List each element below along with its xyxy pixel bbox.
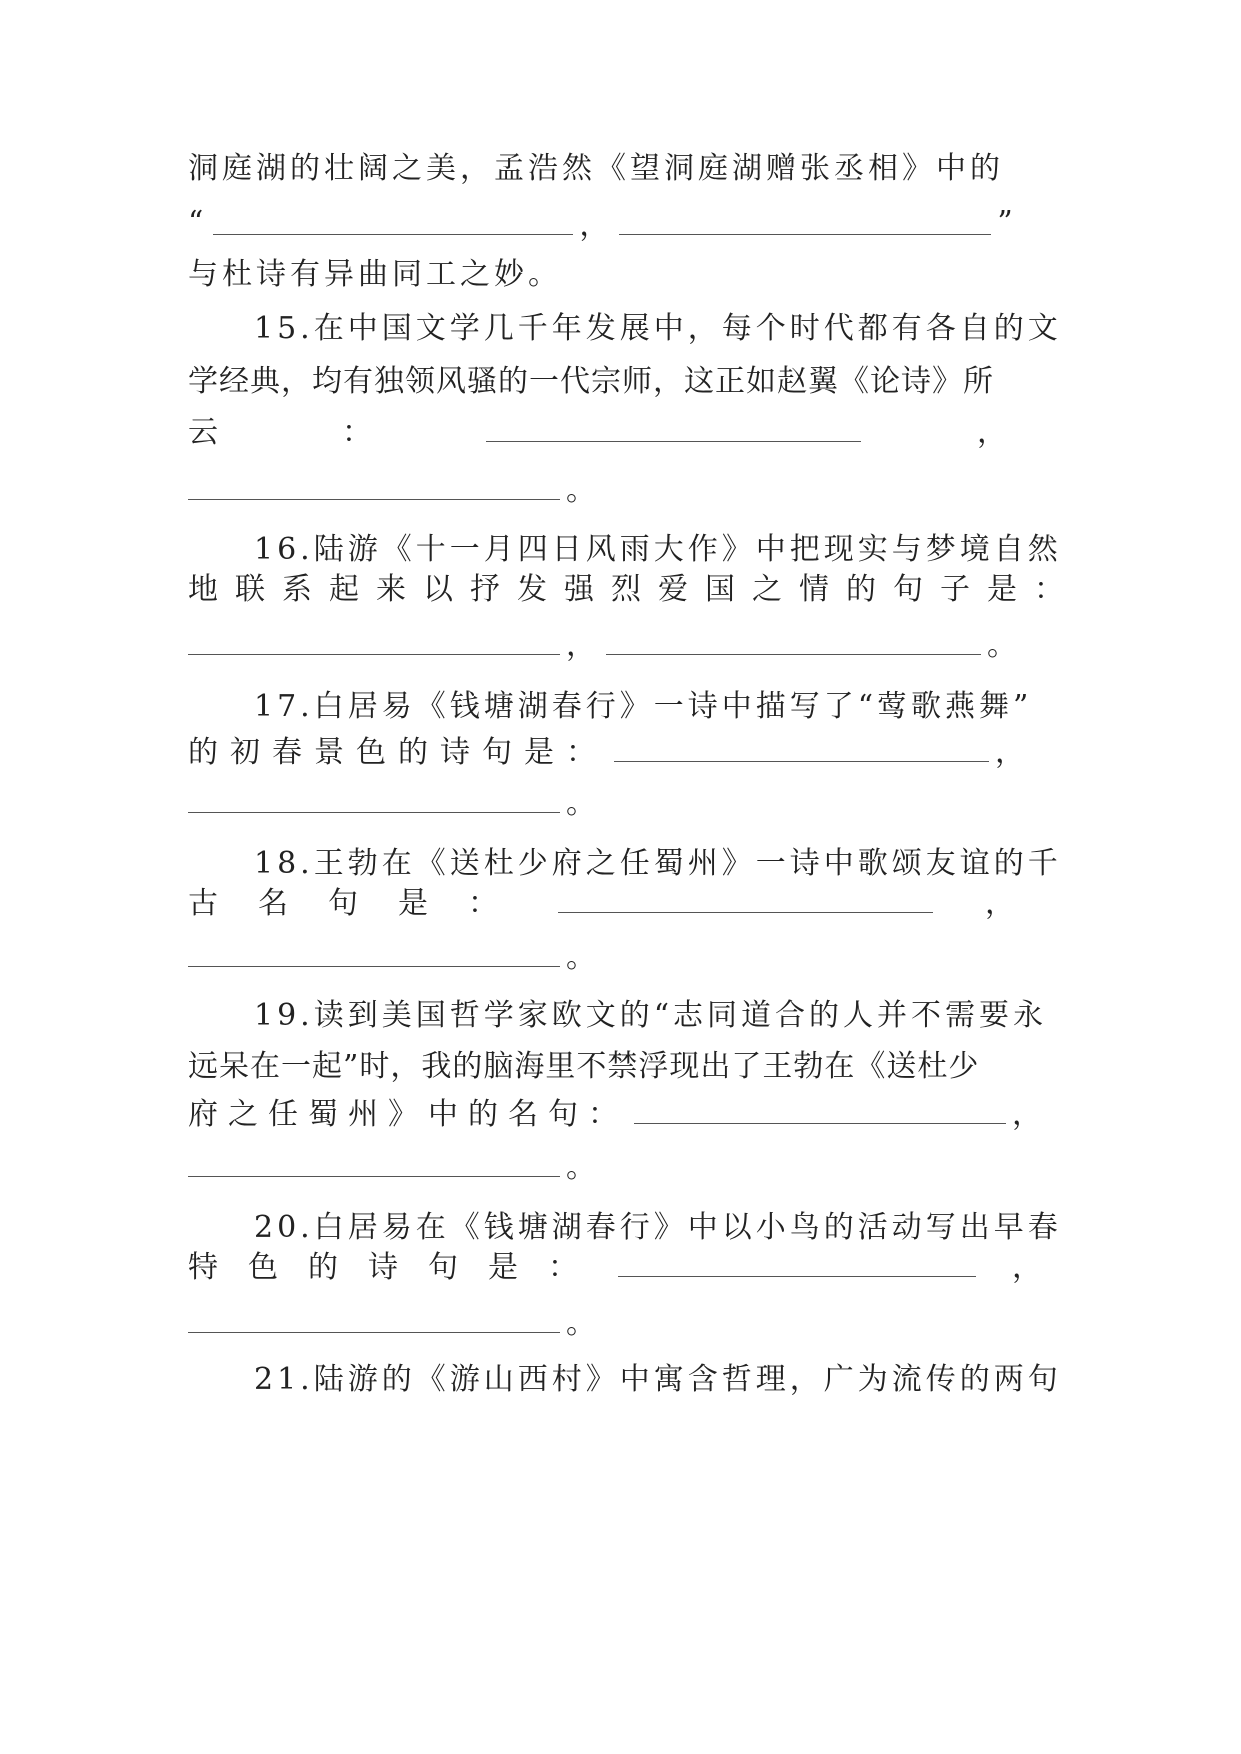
answer-blank[interactable] bbox=[213, 233, 573, 235]
answer-blank[interactable] bbox=[619, 233, 991, 235]
open-quote: “ bbox=[188, 204, 208, 240]
text: 特色的诗句是： bbox=[188, 1250, 608, 1285]
answer-blank[interactable] bbox=[486, 440, 861, 442]
question-text: 21.陆游的《游山西村》中寓含哲理，广为流传的两句 bbox=[254, 1362, 1062, 1397]
text-line bbox=[188, 135, 1046, 195]
fill-line bbox=[188, 457, 1046, 517]
answer-blank[interactable] bbox=[188, 1175, 560, 1177]
question-text: 19.读到美国哲学家欧文的“志同道合的人并不需要永 bbox=[254, 998, 1048, 1033]
answer-blank[interactable] bbox=[188, 498, 560, 500]
comma: ， bbox=[995, 735, 1029, 770]
text: 学经典，均有独领风骚的一代宗师，这正如赵翼《论诗》所 bbox=[188, 364, 994, 399]
text: 地联系起来以抒发强烈爱国之情的句子是： bbox=[188, 572, 1081, 607]
period: 。 bbox=[566, 940, 600, 975]
question-text: 16.陆游《十一月四日风雨大作》中把现实与梦境自然 bbox=[254, 532, 1062, 567]
answer-blank[interactable] bbox=[558, 911, 933, 913]
comma: ， bbox=[977, 415, 1011, 450]
fill-line bbox=[188, 870, 1046, 930]
text: 的初春景色的诗句是： bbox=[188, 735, 608, 770]
question-text: 15.在中国文学几千年发展中，每个时代都有各自的文 bbox=[254, 311, 1062, 346]
fill-line bbox=[188, 612, 1046, 672]
answer-blank[interactable] bbox=[614, 760, 989, 762]
text: 古名句是： bbox=[188, 886, 538, 921]
period: 。 bbox=[566, 786, 600, 821]
text: 远呆在一起”时，我的脑海里不禁浮现出了王勃在《送杜少 bbox=[188, 1049, 980, 1084]
comma: ， bbox=[1012, 1250, 1046, 1285]
fill-line bbox=[188, 770, 1046, 830]
fill-line bbox=[188, 1081, 1046, 1141]
question-text: 17.白居易《钱塘湖春行》一诗中描写了“莺歌燕舞” bbox=[254, 689, 1033, 724]
answer-blank[interactable] bbox=[606, 653, 981, 655]
colon: ： bbox=[342, 415, 376, 450]
comma: ， bbox=[566, 628, 600, 663]
text: 洞庭湖的壮阔之美，孟浩然《望洞庭湖赠张丞相》中的 bbox=[188, 151, 1004, 186]
fill-line bbox=[188, 924, 1046, 984]
text: 云 bbox=[188, 415, 222, 450]
fill-line bbox=[188, 1234, 1046, 1294]
comma: ， bbox=[985, 886, 1019, 921]
period: 。 bbox=[566, 1150, 600, 1185]
fill-line bbox=[188, 1134, 1046, 1194]
close-quote: ” bbox=[997, 204, 1017, 240]
text-line bbox=[188, 241, 1046, 301]
period: 。 bbox=[566, 1306, 600, 1341]
answer-blank[interactable] bbox=[188, 965, 560, 967]
text: 府之任蜀州》中的名句： bbox=[188, 1097, 628, 1132]
fill-line bbox=[188, 1290, 1046, 1350]
answer-blank[interactable] bbox=[188, 811, 560, 813]
comma: ， bbox=[579, 208, 614, 243]
fill-line bbox=[188, 399, 1046, 459]
question-21 bbox=[254, 1346, 1062, 1406]
answer-blank[interactable] bbox=[618, 1275, 976, 1277]
question-text: 20.白居易在《钱塘湖春行》中以小鸟的活动写出早春 bbox=[254, 1210, 1062, 1245]
text-line bbox=[188, 556, 1081, 616]
period: 。 bbox=[987, 628, 1021, 663]
answer-blank[interactable] bbox=[188, 1331, 560, 1333]
text: 与杜诗有异曲同工之妙。 bbox=[188, 257, 562, 292]
answer-blank[interactable] bbox=[634, 1122, 1006, 1124]
comma: ， bbox=[1012, 1097, 1046, 1132]
question-15 bbox=[254, 295, 1062, 355]
answer-blank[interactable] bbox=[188, 653, 560, 655]
question-text: 18.王勃在《送杜少府之任蜀州》一诗中歌颂友谊的千 bbox=[254, 846, 1062, 881]
period: 。 bbox=[566, 473, 600, 508]
